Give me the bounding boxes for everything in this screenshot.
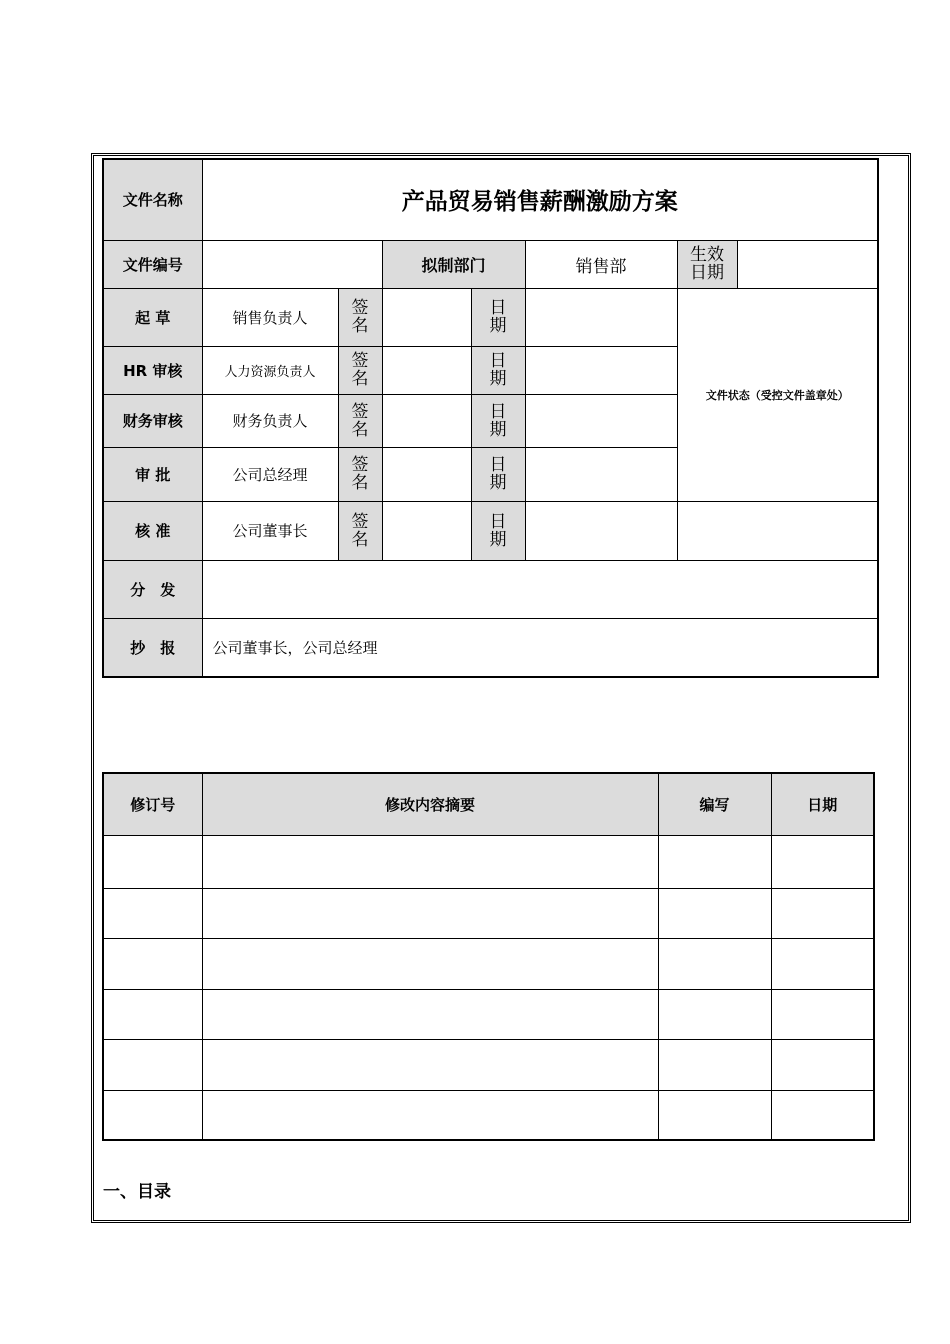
sign-label-line1: 签 — [351, 401, 369, 422]
table-row — [103, 938, 874, 989]
revision-date — [771, 1090, 874, 1140]
revision-no — [103, 835, 202, 888]
revision-no — [103, 938, 202, 989]
sign-label — [338, 394, 382, 447]
date-label-line1: 日 — [489, 351, 507, 371]
approval-person: 公司董事长 — [202, 501, 338, 560]
date-label-line1: 日 — [489, 401, 507, 422]
date-field — [525, 346, 677, 394]
date-label-line2: 期 — [489, 529, 507, 550]
approval-role: HR 审核 — [103, 346, 202, 394]
signature-field — [382, 346, 471, 394]
approval-role: 起 草 — [103, 288, 202, 346]
date-field — [525, 394, 677, 447]
revision-date — [771, 835, 874, 888]
date-label-line2: 期 — [489, 369, 507, 389]
signature-field — [382, 501, 471, 560]
document-control-table — [102, 158, 879, 678]
approval-role: 核 准 — [103, 501, 202, 560]
document-status-stamp-area: 文件状态（受控文件盖章处） — [677, 288, 878, 501]
date-field — [525, 501, 677, 560]
signature-field — [382, 394, 471, 447]
signature-field — [382, 288, 471, 346]
effective-label-line2: 日期 — [690, 263, 724, 283]
sign-label — [338, 501, 382, 560]
revision-author — [658, 888, 771, 938]
date-label-line2: 期 — [489, 316, 507, 336]
revision-summary — [202, 835, 658, 888]
revision-history-table — [102, 772, 875, 1141]
revision-no — [103, 1039, 202, 1090]
effective-date-label — [677, 240, 737, 288]
table-row — [103, 888, 874, 938]
date-label — [471, 447, 525, 501]
table-row — [103, 1039, 874, 1090]
date-field — [525, 447, 677, 501]
revision-no — [103, 1090, 202, 1140]
table-row — [103, 835, 874, 888]
distribute-value — [202, 560, 878, 618]
revision-summary — [202, 938, 658, 989]
revision-author — [658, 989, 771, 1039]
approval-blank-cell — [677, 501, 878, 560]
approval-person: 财务负责人 — [202, 394, 338, 447]
revision-date — [771, 888, 874, 938]
sign-label-line1: 签 — [351, 351, 369, 371]
doc-no-value — [202, 240, 382, 288]
revision-date — [771, 989, 874, 1039]
doc-name-label: 文件名称 — [103, 159, 202, 240]
sign-label-line2: 名 — [351, 473, 369, 493]
date-label — [471, 394, 525, 447]
date-label — [471, 346, 525, 394]
revision-author — [658, 1039, 771, 1090]
sign-label-line2: 名 — [351, 529, 369, 550]
dept-label: 拟制部门 — [382, 240, 525, 288]
approval-person: 销售负责人 — [202, 288, 338, 346]
doc-title: 产品贸易销售薪酬激励方案 — [202, 159, 878, 240]
cc-value: 公司董事长，公司总经理 — [202, 618, 878, 677]
sign-label-line2: 名 — [351, 316, 369, 336]
revision-header-no: 修订号 — [103, 773, 202, 835]
sign-label — [338, 447, 382, 501]
revision-no — [103, 888, 202, 938]
revision-author — [658, 938, 771, 989]
revision-summary — [202, 1090, 658, 1140]
sign-label-line1: 签 — [351, 455, 369, 475]
revision-author — [658, 835, 771, 888]
sign-label — [338, 346, 382, 394]
effective-date-value — [737, 240, 878, 288]
effective-label-line1: 生效 — [690, 245, 724, 265]
revision-summary — [202, 888, 658, 938]
date-label-line2: 期 — [489, 419, 507, 440]
approval-role: 审 批 — [103, 447, 202, 501]
table-row — [103, 1090, 874, 1140]
sign-label-line2: 名 — [351, 419, 369, 440]
revision-date — [771, 1039, 874, 1090]
revision-summary — [202, 1039, 658, 1090]
sign-label-line2: 名 — [351, 369, 369, 389]
sign-label-line1: 签 — [351, 298, 369, 318]
section-heading-toc: 一、目录 — [103, 1182, 171, 1202]
date-label — [471, 288, 525, 346]
table-row — [103, 989, 874, 1039]
sign-label — [338, 288, 382, 346]
sign-label-line1: 签 — [351, 511, 369, 532]
approval-person: 公司总经理 — [202, 447, 338, 501]
date-field — [525, 288, 677, 346]
revision-header-date: 日期 — [771, 773, 874, 835]
dept-value: 销售部 — [525, 240, 677, 288]
cc-label: 抄 报 — [103, 618, 202, 677]
revision-header-summary: 修改内容摘要 — [202, 773, 658, 835]
date-label-line1: 日 — [489, 455, 507, 475]
approval-role: 财务审核 — [103, 394, 202, 447]
date-label-line1: 日 — [489, 511, 507, 532]
approval-person: 人力资源负责人 — [202, 346, 338, 394]
revision-header-author: 编写 — [658, 773, 771, 835]
signature-field — [382, 447, 471, 501]
date-label-line2: 期 — [489, 473, 507, 493]
revision-author — [658, 1090, 771, 1140]
revision-no — [103, 989, 202, 1039]
distribute-label: 分 发 — [103, 560, 202, 618]
revision-summary — [202, 989, 658, 1039]
doc-no-label: 文件编号 — [103, 240, 202, 288]
date-label-line1: 日 — [489, 298, 507, 318]
revision-date — [771, 938, 874, 989]
date-label — [471, 501, 525, 560]
